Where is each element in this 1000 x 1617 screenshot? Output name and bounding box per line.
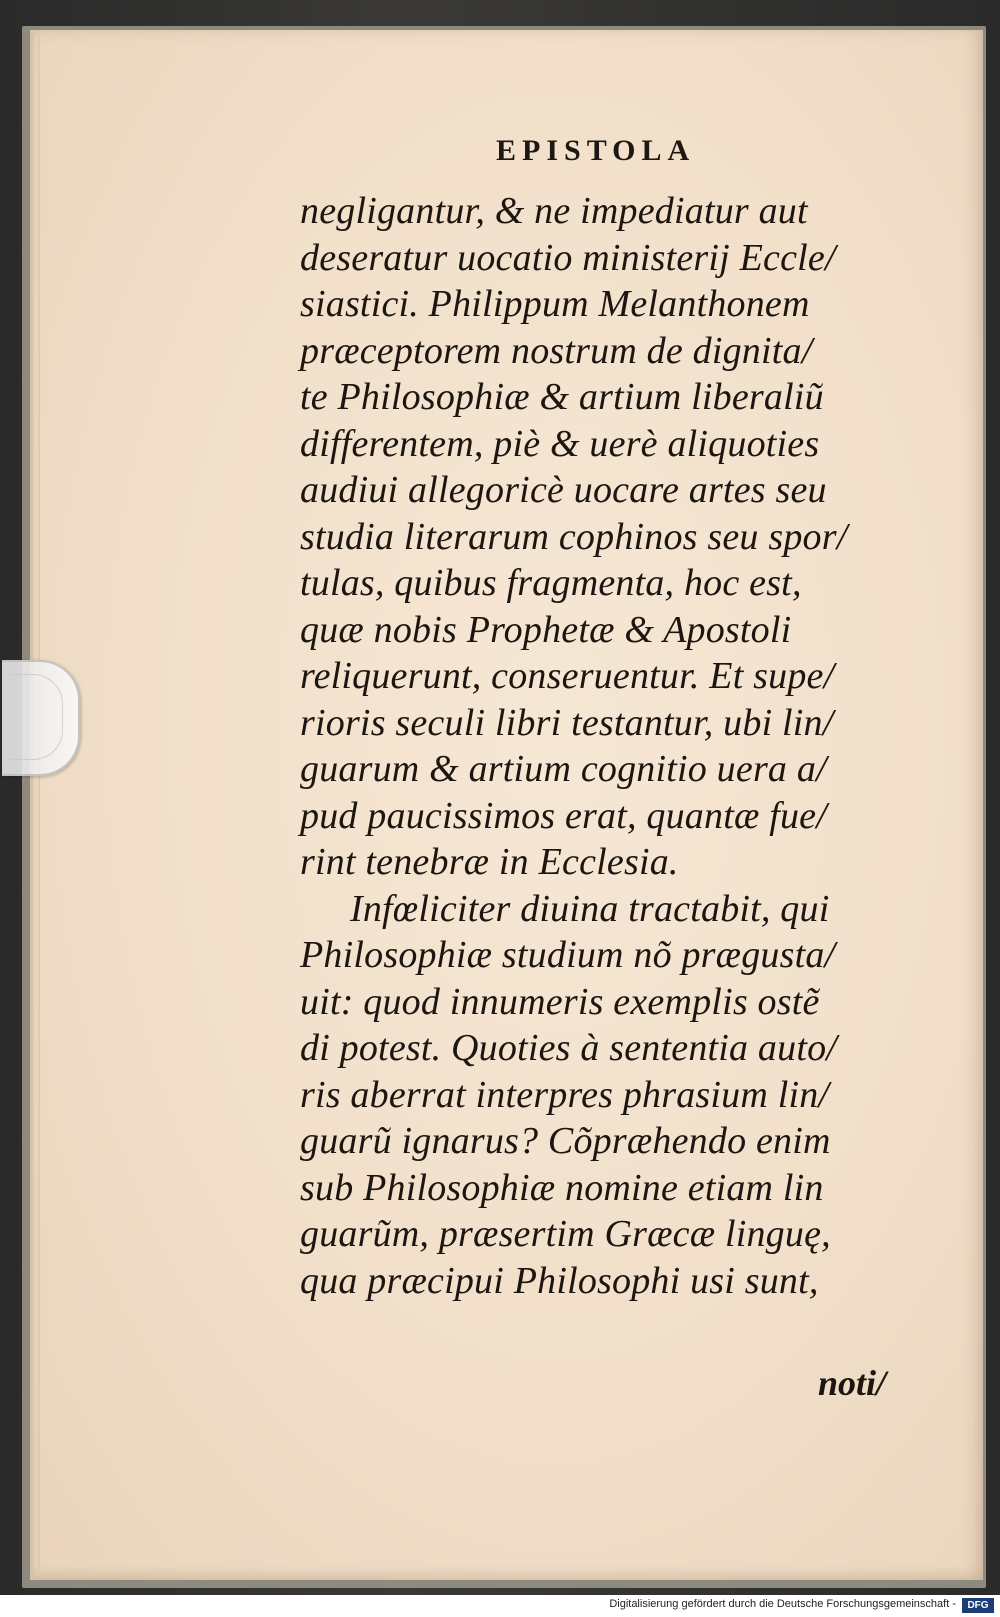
text-line: rint tenebræ in Ecclesia. [300,841,679,883]
text-line: guarũm, præsertim Græcæ linguę, [300,1213,831,1255]
text-line: ris aberrat interpres phrasium lin/ [300,1073,830,1116]
text-line: differentem, piè & uerè aliquoties [300,422,820,465]
text-line: pud paucissimos erat, quantæ fue/ [300,794,827,837]
text-line: præceptorem nostrum de dignita/ [300,329,813,372]
text-line: deseratur uocatio ministerij Eccle/ [300,236,836,279]
funding-credit: Digitalisierung gefördert durch die Deutsche Forschungsgemeinschaft - [609,1598,956,1610]
text-line: quæ nobis Prophetæ & Apostoli [300,608,792,651]
text-line: qua præcipui Philosophi usi sunt, [300,1259,819,1302]
text-line: guarũ ignarus? Cõpræhendo enim [300,1120,831,1162]
running-head: EPISTOLA [496,134,696,167]
text-block [300,188,925,1304]
catchword: noti/ [818,1363,887,1403]
text-line: negligantur, & ne impediatur aut [300,190,808,232]
text-line: guarum & artium cognitio uera a/ [300,748,827,790]
text-line: siastici. Philippum Melanthonem [300,283,810,325]
page-edge [38,34,40,1574]
paragraph-first-line: Infœliciter diuina tractabit, qui [350,887,830,930]
text-line: uit: quod innumeris exemplis ostẽ [300,980,820,1023]
text-line: tulas, quibus fragmenta, hoc est, [300,562,802,604]
text-line: studia literarum cophinos seu spor/ [300,515,848,558]
page-clip [2,660,80,776]
text-line: te Philosophiæ & artium liberaliũ [300,376,824,418]
text-line: Philosophiæ studium nõ prægusta/ [300,934,836,976]
text-line: audiui allegoricè uocare artes seu [300,469,827,511]
text-line: reliquerunt, conseruentur. Et supe/ [300,655,835,697]
text-line: di potest. Quoties à sententia auto/ [300,1027,838,1069]
footer-bar [0,1595,1000,1617]
page-clip-inner [10,674,63,760]
text-line: sub Philosophiæ nomine etiam lin [300,1166,824,1209]
dfg-logo: DFG [962,1598,994,1613]
text-line: rioris seculi libri testantur, ubi lin/ [300,701,834,744]
